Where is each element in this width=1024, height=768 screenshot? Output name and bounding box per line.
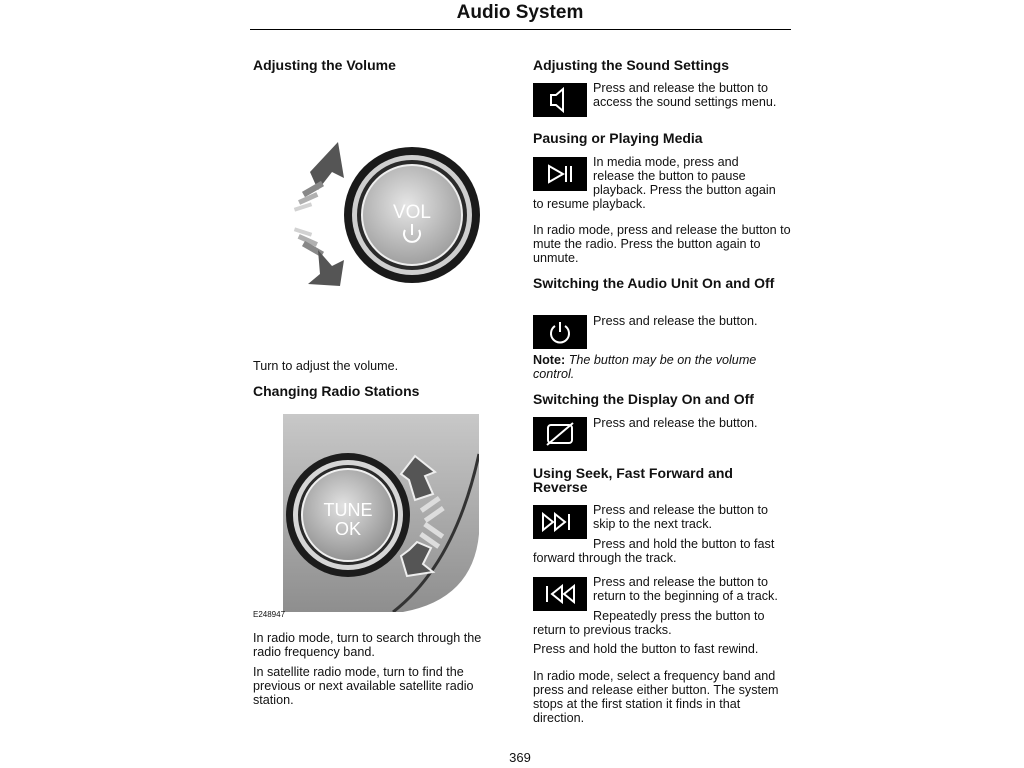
- volume-knob-figure: [280, 138, 500, 298]
- volume-heading: Adjusting the Volume: [253, 57, 396, 73]
- radio-heading: Changing Radio Stations: [253, 383, 420, 399]
- power-heading: Switching the Audio Unit On and Off: [533, 275, 775, 291]
- pause-text-l4: to resume playback.: [533, 197, 646, 211]
- tune-knob-figure: [283, 414, 479, 612]
- display-off-icon: [533, 417, 587, 451]
- seek-rev-text-3: Press and hold the button to fast rewind.: [533, 642, 759, 656]
- radio-para-1: In radio mode, turn to search through the radio frequency band.: [253, 631, 482, 659]
- vol-knob-label: VOL: [392, 202, 432, 223]
- note-text: The button may be on the volume control.: [533, 353, 757, 381]
- seek-forward-icon: [533, 505, 587, 539]
- pause-text-l2: release the button to pause: [593, 169, 746, 183]
- display-text: Press and release the button.: [593, 416, 758, 430]
- seek-para-final: In radio mode, select a frequency band and press and release either button. The system stops at the first station it finds in that direction.: [533, 669, 779, 725]
- seek-heading: Using Seek, Fast Forward and Reverse: [533, 465, 733, 495]
- note-label: Note:: [533, 353, 566, 367]
- speaker-icon: [533, 83, 587, 117]
- tune-knob-label-1: TUNE: [323, 500, 373, 520]
- power-note: [533, 353, 791, 381]
- display-heading: Switching the Display On and Off: [533, 391, 754, 407]
- power-text: Press and release the button.: [593, 314, 758, 328]
- pause-para-2: In radio mode, press and release the button to mute the radio. Press the button again to unmute.: [533, 223, 791, 265]
- pause-heading: Pausing or Playing Media: [533, 130, 703, 146]
- play-pause-icon: [533, 157, 587, 191]
- rotate-up-arrow: [310, 142, 344, 190]
- tune-knob-label-2: OK: [334, 519, 362, 539]
- seek-rev-text-2-l2: return to previous tracks.: [533, 623, 672, 637]
- page-title: Audio System: [456, 2, 584, 23]
- sound-heading: Adjusting the Sound Settings: [533, 57, 729, 73]
- pause-text-l3: playback. Press the button again: [593, 183, 776, 197]
- page-number: 369: [509, 750, 531, 765]
- pause-text-l1: In media mode, press and: [593, 155, 739, 169]
- seek-back-icon: [533, 577, 587, 611]
- seek-fwd-text-2-l2: forward through the track.: [533, 551, 677, 565]
- rotate-down-arrow: [308, 250, 344, 286]
- radio-para-2: In satellite radio mode, turn to find the previous or next available satellite radio station.: [253, 665, 474, 707]
- seek-rev-text-1: Press and release the button to return to the beginning of a track.: [593, 575, 778, 603]
- volume-caption: Turn to adjust the volume.: [253, 359, 399, 373]
- header-rule: [250, 29, 791, 30]
- sound-text: Press and release the button to access the sound settings menu.: [593, 81, 777, 109]
- figure-id: E248947: [253, 610, 286, 619]
- seek-rev-text-2-l1: Repeatedly press the button to: [593, 609, 765, 623]
- seek-fwd-text-1: Press and release the button to skip to the next track.: [593, 503, 769, 531]
- seek-fwd-text-2-l1: Press and hold the button to fast: [593, 537, 775, 551]
- power-icon: [533, 315, 587, 349]
